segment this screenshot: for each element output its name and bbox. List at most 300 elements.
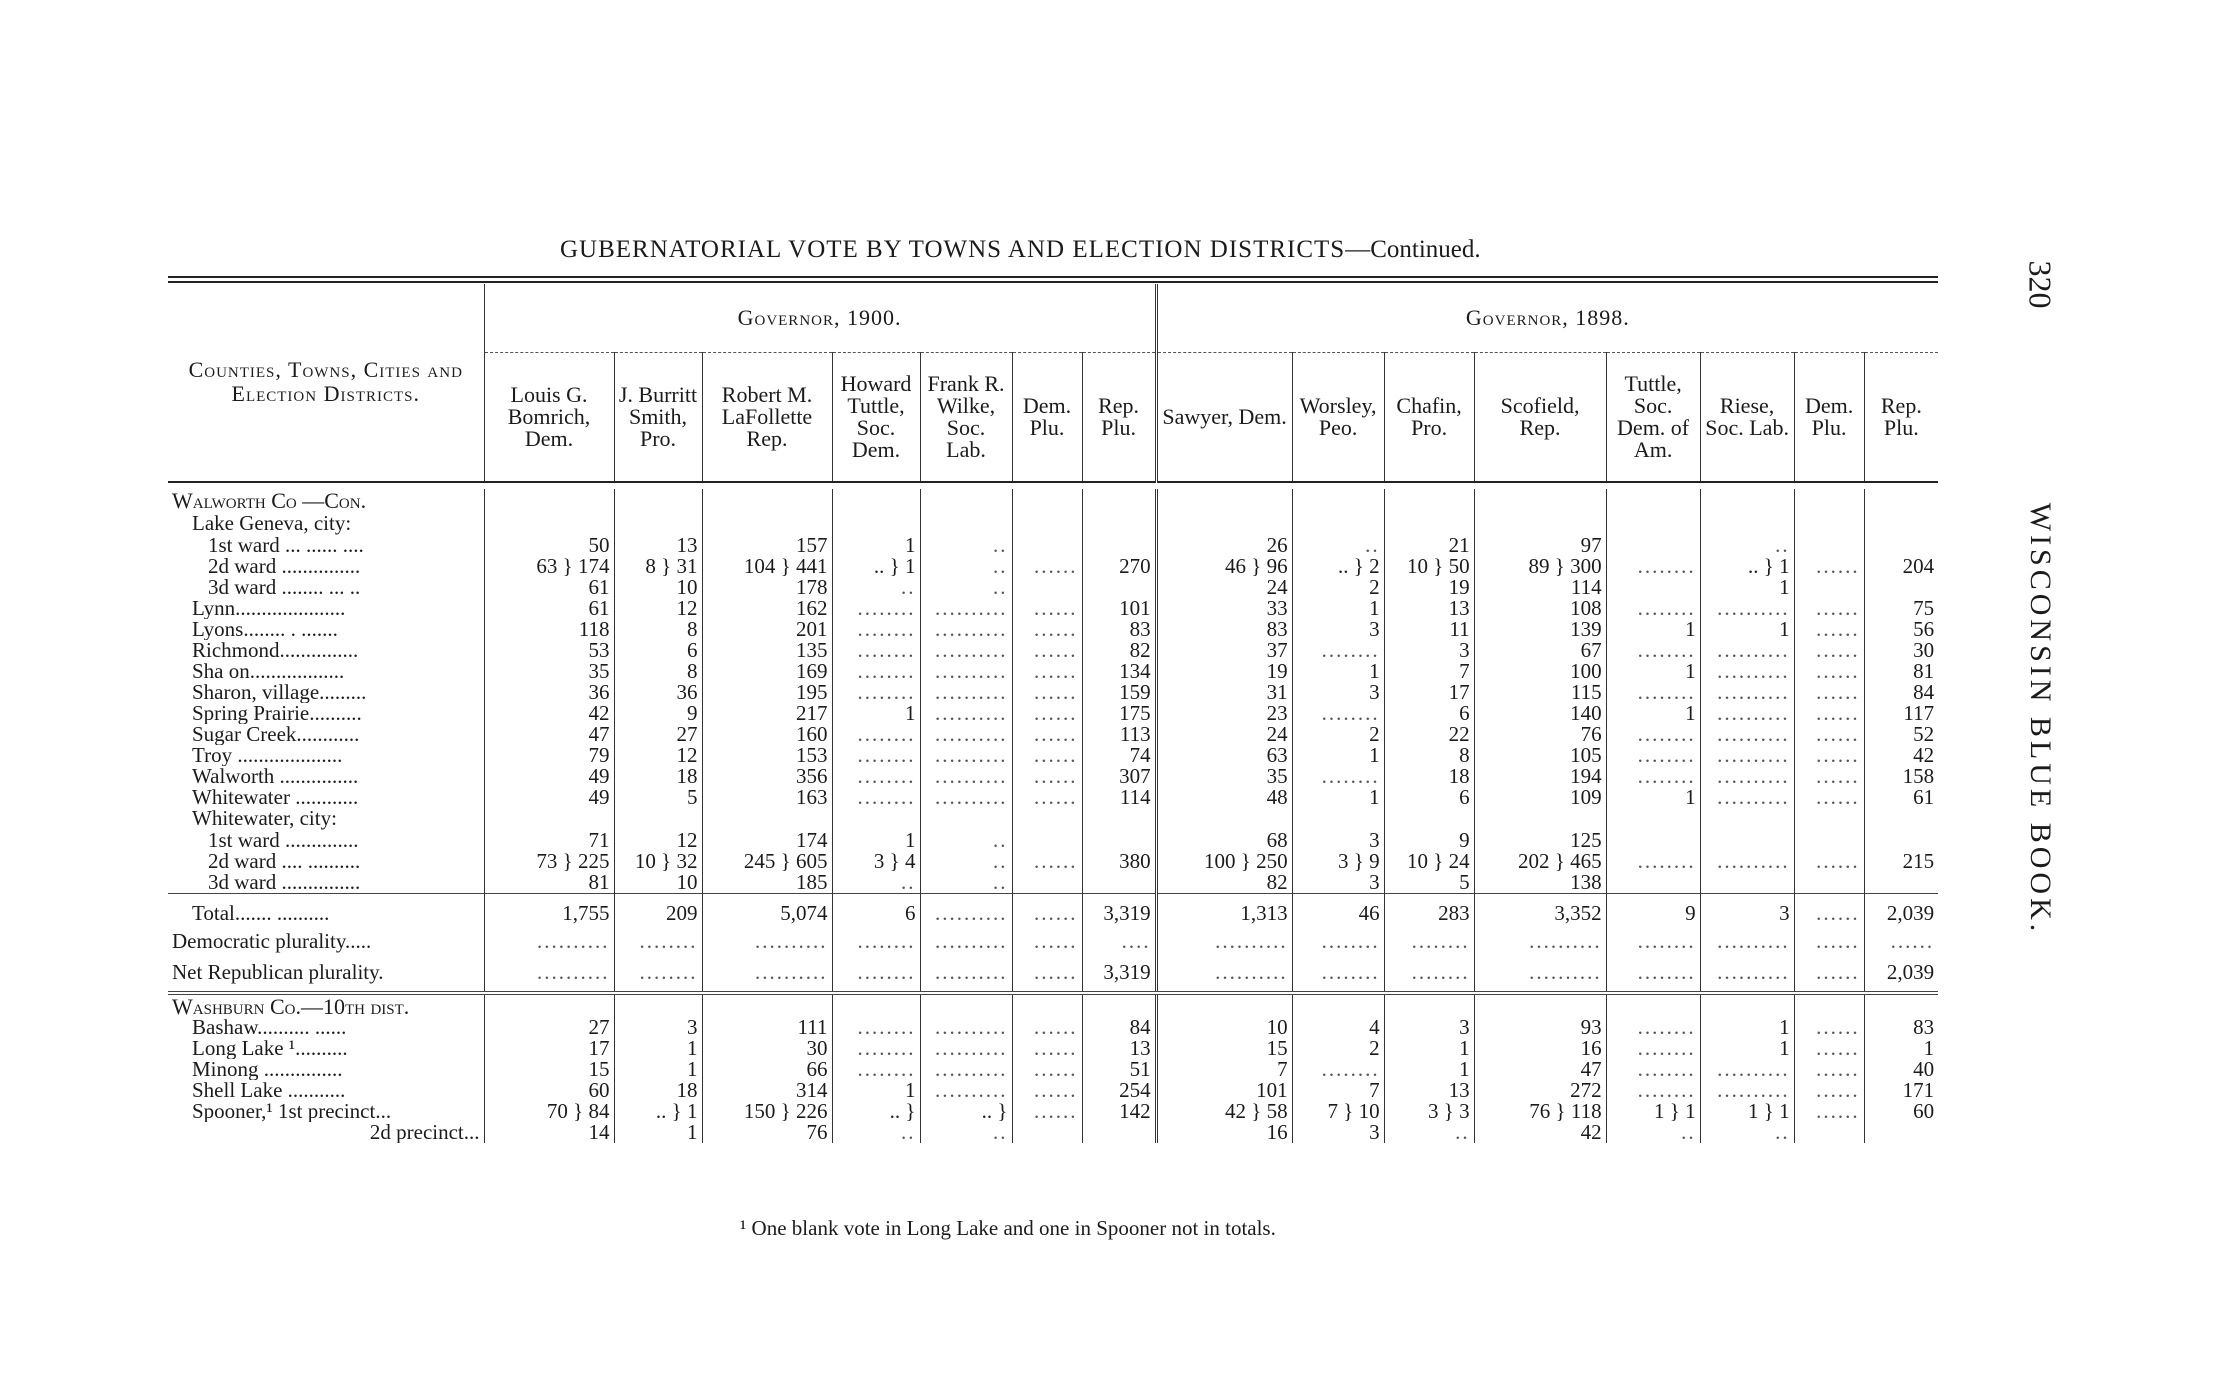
table-cell [1864, 830, 1938, 851]
table-cell [484, 489, 614, 513]
table-cell: ........ [614, 929, 702, 953]
table-cell: .......... [920, 766, 1012, 787]
table-cell: ...... [1012, 724, 1082, 745]
table-cell [1156, 513, 1292, 535]
table-cell: 47 [1474, 1059, 1606, 1080]
table-cell: 1 [1864, 1038, 1938, 1059]
table-row [168, 513, 1938, 535]
table-cell: 10 } 24 [1384, 851, 1474, 872]
table-cell [1700, 872, 1794, 894]
table-cell [1292, 513, 1384, 535]
table-cell [702, 513, 832, 535]
table-cell: ........ [832, 682, 920, 703]
row-label: Spring Prairie.......... [192, 702, 362, 724]
table-cell: ...... [1012, 661, 1082, 682]
table-cell: ........ [1606, 766, 1700, 787]
table-cell: 42 [1474, 1122, 1606, 1143]
table-cell: 115 [1474, 682, 1606, 703]
table-cell: 1 [1384, 1059, 1474, 1080]
table-cell: ........ [1384, 929, 1474, 953]
table-cell: .......... [1156, 953, 1292, 993]
table-cell: 104 } 441 [702, 556, 832, 577]
table-cell: 1,313 [1156, 893, 1292, 929]
table-cell: 9 [1384, 830, 1474, 851]
table-cell: ........ [1292, 703, 1384, 724]
row-label: Net Republican plurality. [168, 953, 484, 993]
row-label: 2d precinct... [369, 1122, 480, 1143]
table-cell: 111 [702, 1017, 832, 1038]
table-cell [1794, 489, 1864, 513]
table-cell: 139 [1474, 619, 1606, 640]
table-cell: .. } 1 [832, 556, 920, 577]
group-header-1898: Governor, 1898. [1156, 284, 1938, 352]
table-cell: 9 [614, 703, 702, 724]
table-cell: 5,074 [702, 893, 832, 929]
table-cell: ........ [1292, 1059, 1384, 1080]
row-label: 3d ward ........ ... .. [208, 576, 361, 598]
table-cell: .. [832, 1122, 920, 1143]
table-cell: 195 [702, 682, 832, 703]
table-cell [1606, 577, 1700, 598]
table-cell: 16 [1156, 1122, 1292, 1143]
table-cell: 215 [1864, 851, 1938, 872]
vote-table-body [168, 489, 1938, 1144]
table-cell: .......... [920, 787, 1012, 808]
row-label: Spooner,¹ 1st precinct... [192, 1101, 392, 1122]
table-cell: ...... [1012, 893, 1082, 929]
row-label: Whitewater, city: [192, 807, 337, 830]
table-cell: 61 [484, 598, 614, 619]
table-cell: 114 [1082, 787, 1156, 808]
table-cell [1606, 872, 1700, 894]
table-cell: 13 [1384, 598, 1474, 619]
table-cell: .......... [484, 953, 614, 993]
table-cell: 380 [1082, 851, 1156, 872]
row-label: Lynn..................... [192, 597, 346, 619]
table-cell: .. } [920, 1101, 1012, 1122]
table-cell: 171 [1864, 1080, 1938, 1101]
table-cell: 93 [1474, 1017, 1606, 1038]
table-cell: 7 [1156, 1059, 1292, 1080]
table-cell: 108 [1474, 598, 1606, 619]
table-cell: ...... [1012, 598, 1082, 619]
table-row [168, 745, 1938, 766]
table-cell: .......... [1700, 766, 1794, 787]
table-cell: .......... [920, 1059, 1012, 1080]
table-cell: .......... [702, 953, 832, 993]
table-cell [1012, 872, 1082, 894]
table-cell: 101 [1156, 1080, 1292, 1101]
table-cell [1082, 993, 1156, 1017]
table-cell: ...... [1012, 682, 1082, 703]
row-label: Walworth Co —Con. [172, 488, 367, 513]
table-cell: .. [920, 1122, 1012, 1143]
table-cell: 2,039 [1864, 953, 1938, 993]
table-cell: .......... [920, 682, 1012, 703]
table-cell: 49 [484, 787, 614, 808]
table-cell: .. [1606, 1122, 1700, 1143]
running-title: WISCONSIN BLUE BOOK. [2024, 502, 2057, 936]
table-cell: 1 [1700, 577, 1794, 598]
table-cell: 1 [614, 1038, 702, 1059]
table-cell [1292, 489, 1384, 513]
col-rep-plu-1898: Rep. Plu. [1864, 352, 1938, 482]
table-cell: 31 [1156, 682, 1292, 703]
table-cell: 60 [1864, 1101, 1938, 1122]
table-cell [1700, 830, 1794, 851]
table-cell: 162 [702, 598, 832, 619]
table-cell: .......... [920, 640, 1012, 661]
table-cell: 159 [1082, 682, 1156, 703]
table-cell [1864, 872, 1938, 894]
table-cell: 356 [702, 766, 832, 787]
table-cell [1012, 489, 1082, 513]
table-cell: .......... [1700, 682, 1794, 703]
table-cell [1082, 830, 1156, 851]
table-cell [1700, 513, 1794, 535]
table-cell: 14 [484, 1122, 614, 1143]
table-cell [1794, 993, 1864, 1017]
table-cell: 3 [1292, 872, 1384, 894]
table-cell: 18 [1384, 766, 1474, 787]
table-row [168, 929, 1938, 953]
table-row [168, 1017, 1938, 1038]
table-cell: 30 [1864, 640, 1938, 661]
table-cell: ...... [1012, 766, 1082, 787]
table-cell: 30 [702, 1038, 832, 1059]
table-cell: 63 } 174 [484, 556, 614, 577]
table-cell: 27 [614, 724, 702, 745]
table-cell [1012, 808, 1082, 830]
table-cell [1082, 808, 1156, 830]
table-cell [1384, 489, 1474, 513]
table-cell [1012, 1122, 1082, 1143]
table-cell: .......... [1700, 724, 1794, 745]
table-cell [1606, 808, 1700, 830]
table-cell: ........ [1292, 929, 1384, 953]
table-cell: ...... [1012, 1101, 1082, 1122]
table-cell: 101 [1082, 598, 1156, 619]
table-cell [1864, 489, 1938, 513]
table-cell: 10 } 32 [614, 851, 702, 872]
table-cell: 114 [1474, 577, 1606, 598]
table-cell: 1 } 1 [1700, 1101, 1794, 1122]
table-cell: 109 [1474, 787, 1606, 808]
table-cell: 5 [1384, 872, 1474, 894]
table-cell: ...... [1012, 953, 1082, 993]
table-cell: 74 [1082, 745, 1156, 766]
table-cell: 7 } 10 [1292, 1101, 1384, 1122]
table-cell: .. [832, 577, 920, 598]
table-cell: 46 [1292, 893, 1384, 929]
table-cell [1606, 513, 1700, 535]
table-cell [832, 489, 920, 513]
table-cell: .......... [920, 619, 1012, 640]
table-cell [1700, 489, 1794, 513]
table-cell: 42 [1864, 745, 1938, 766]
table-cell: .......... [920, 1080, 1012, 1101]
table-cell: 169 [702, 661, 832, 682]
table-cell: .. [1384, 1122, 1474, 1143]
col-bomrich: Louis G. Bomrich, Dem. [484, 352, 614, 482]
table-cell: ........ [832, 640, 920, 661]
table-cell: ........ [832, 1017, 920, 1038]
row-label: Washburn Co.—10th dist. [172, 993, 410, 1017]
table-row [168, 703, 1938, 724]
table-cell: .. [1700, 1122, 1794, 1143]
table-cell: ...... [1794, 929, 1864, 953]
table-cell: 1 [1292, 745, 1384, 766]
table-cell: 1 [1606, 661, 1700, 682]
table-cell: ...... [1794, 893, 1864, 929]
table-cell [702, 489, 832, 513]
table-cell [920, 993, 1012, 1017]
col-tuttle-1900: Howard Tuttle, Soc. Dem. [832, 352, 920, 482]
table-cell: 163 [702, 787, 832, 808]
table-cell [1700, 808, 1794, 830]
table-cell: .. [920, 577, 1012, 598]
table-cell: ........ [832, 661, 920, 682]
table-cell [1864, 513, 1938, 535]
table-cell: 63 [1156, 745, 1292, 766]
table-cell: ........ [1606, 598, 1700, 619]
table-row [168, 598, 1938, 619]
table-cell: 135 [702, 640, 832, 661]
table-cell: 19 [1384, 577, 1474, 598]
table-cell: 1 [1292, 598, 1384, 619]
col-chafin: Chafin, Pro. [1384, 352, 1474, 482]
table-cell [1864, 993, 1938, 1017]
table-cell: 105 [1474, 745, 1606, 766]
col-sawyer: Sawyer, Dem. [1156, 352, 1292, 482]
table-cell: 61 [484, 577, 614, 598]
col-dem-plu-1898: Dem. Plu. [1794, 352, 1864, 482]
table-cell: 16 [1474, 1038, 1606, 1059]
table-cell: 36 [614, 682, 702, 703]
table-cell [1606, 830, 1700, 851]
table-row [168, 993, 1938, 1017]
table-row [168, 953, 1938, 993]
table-cell: 50 [484, 535, 614, 556]
table-cell: 3 [1292, 682, 1384, 703]
table-cell [1606, 993, 1700, 1017]
table-cell: ...... [1012, 556, 1082, 577]
table-cell: 118 [484, 619, 614, 640]
table-cell [920, 513, 1012, 535]
table-cell: 23 [1156, 703, 1292, 724]
table-cell: 270 [1082, 556, 1156, 577]
table-cell: .. [920, 556, 1012, 577]
row-label: Whitewater ............ [192, 786, 359, 808]
table-cell: 125 [1474, 830, 1606, 851]
table-cell [484, 808, 614, 830]
table-cell: .......... [920, 929, 1012, 953]
row-label: Shell Lake ........... [192, 1080, 346, 1101]
table-cell: 158 [1864, 766, 1938, 787]
table-cell: 17 [1384, 682, 1474, 703]
table-cell: .. [1292, 535, 1384, 556]
table-cell: 204 [1864, 556, 1938, 577]
col-wilke: Frank R. Wilke, Soc. Lab. [920, 352, 1012, 482]
table-cell: ........ [1292, 766, 1384, 787]
table-cell: ...... [1794, 766, 1864, 787]
table-cell: 40 [1864, 1059, 1938, 1080]
vote-table [168, 284, 1938, 1143]
table-cell: 79 [484, 745, 614, 766]
table-cell: 175 [1082, 703, 1156, 724]
table-cell: .......... [1700, 787, 1794, 808]
table-cell: 314 [702, 1080, 832, 1101]
table-cell: 13 [1384, 1080, 1474, 1101]
table-cell: ...... [1794, 682, 1864, 703]
table-cell: 22 [1384, 724, 1474, 745]
table-row [168, 808, 1938, 830]
table-cell [1082, 1122, 1156, 1143]
col-tuttle-1898: Tuttle, Soc. Dem. of Am. [1606, 352, 1700, 482]
table-cell: 6 [614, 640, 702, 661]
table-cell: 48 [1156, 787, 1292, 808]
table-cell: ........ [1292, 640, 1384, 661]
table-cell: 283 [1384, 893, 1474, 929]
table-cell: .......... [920, 724, 1012, 745]
table-cell [702, 808, 832, 830]
table-row [168, 640, 1938, 661]
table-cell: 3 } 4 [832, 851, 920, 872]
table-cell: 134 [1082, 661, 1156, 682]
table-cell: 1 [832, 703, 920, 724]
table-cell: ........ [1606, 1080, 1700, 1101]
table-cell [1864, 808, 1938, 830]
table-row [168, 489, 1938, 513]
table-cell: 217 [702, 703, 832, 724]
table-cell: 82 [1156, 872, 1292, 894]
table-cell [1794, 577, 1864, 598]
table-cell: .......... [484, 929, 614, 953]
table-cell: 6 [832, 893, 920, 929]
table-cell [1474, 993, 1606, 1017]
table-cell: ...... [1864, 929, 1938, 953]
table-cell: ...... [1012, 1080, 1082, 1101]
table-cell: ........ [1606, 745, 1700, 766]
table-cell [920, 808, 1012, 830]
table-cell [1012, 535, 1082, 556]
table-cell: ........ [1606, 682, 1700, 703]
table-cell: .......... [1700, 598, 1794, 619]
table-cell: ...... [1012, 1059, 1082, 1080]
table-cell: 1 [832, 535, 920, 556]
table-cell: ........ [832, 598, 920, 619]
table-cell: ........ [832, 724, 920, 745]
table-cell: 53 [484, 640, 614, 661]
table-cell: ........ [1606, 640, 1700, 661]
table-cell: 7 [1384, 661, 1474, 682]
table-cell: 3 [1292, 1122, 1384, 1143]
table-cell: .. } [832, 1101, 920, 1122]
table-cell: .......... [1700, 851, 1794, 872]
table-cell: 81 [484, 872, 614, 894]
row-label: Democratic plurality..... [172, 929, 372, 953]
table-cell: 209 [614, 893, 702, 929]
table-cell: 1 [1606, 619, 1700, 640]
row-label: Minong ............... [192, 1059, 343, 1080]
table-cell [1012, 577, 1082, 598]
table-row [168, 1122, 1938, 1143]
table-cell: 8 [614, 619, 702, 640]
table-cell: ...... [1012, 745, 1082, 766]
table-cell [1474, 808, 1606, 830]
table-cell: 6 [1384, 703, 1474, 724]
table-row [168, 577, 1938, 598]
table-cell [832, 513, 920, 535]
table-cell: 160 [702, 724, 832, 745]
table-cell: ........ [614, 953, 702, 993]
row-label: Total....... .......... [168, 893, 484, 929]
table-cell: 1 [1606, 703, 1700, 724]
table-cell: 1 [1700, 1017, 1794, 1038]
group-header-1900: Governor, 1900. [484, 284, 1156, 352]
table-cell: ...... [1794, 619, 1864, 640]
table-row [168, 619, 1938, 640]
table-cell: 307 [1082, 766, 1156, 787]
row-label: Richmond............... [192, 639, 359, 661]
table-cell: 140 [1474, 703, 1606, 724]
table-cell: 84 [1082, 1017, 1156, 1038]
table-row [168, 787, 1938, 808]
table-cell [1082, 513, 1156, 535]
table-cell: 100 [1474, 661, 1606, 682]
table-cell: ........ [1606, 929, 1700, 953]
table-cell: 194 [1474, 766, 1606, 787]
side-margin [2020, 262, 2060, 1242]
table-cell: .......... [1700, 929, 1794, 953]
table-cell [484, 513, 614, 535]
table-cell: 21 [1384, 535, 1474, 556]
table-row [168, 893, 1938, 929]
table-cell: 100 } 250 [1156, 851, 1292, 872]
table-cell: .. [832, 872, 920, 894]
table-cell: 3 [1700, 893, 1794, 929]
table-cell: 1 [1606, 787, 1700, 808]
table-row [168, 724, 1938, 745]
table-cell: .......... [702, 929, 832, 953]
table-cell: 245 } 605 [702, 851, 832, 872]
table-cell [1606, 489, 1700, 513]
table-cell [1156, 489, 1292, 513]
table-cell: 3,352 [1474, 893, 1606, 929]
table-cell: ...... [1794, 953, 1864, 993]
table-row [168, 872, 1938, 894]
table-cell: 3 [1384, 640, 1474, 661]
table-cell: .......... [1700, 1080, 1794, 1101]
table-cell: 33 [1156, 598, 1292, 619]
table-cell: ...... [1012, 851, 1082, 872]
table-cell: 201 [702, 619, 832, 640]
table-cell [832, 808, 920, 830]
table-cell: .. } 1 [1700, 556, 1794, 577]
table-cell: 83 [1156, 619, 1292, 640]
table-cell: ...... [1794, 745, 1864, 766]
table-cell: 8 [1384, 745, 1474, 766]
table-cell: 26 [1156, 535, 1292, 556]
table-cell: ...... [1012, 787, 1082, 808]
table-cell: 254 [1082, 1080, 1156, 1101]
table-cell: .......... [1700, 953, 1794, 993]
table-cell [1864, 577, 1938, 598]
row-label: Troy .................... [192, 744, 343, 766]
table-cell [1082, 577, 1156, 598]
table-cell [702, 993, 832, 1017]
table-cell [1864, 1122, 1938, 1143]
